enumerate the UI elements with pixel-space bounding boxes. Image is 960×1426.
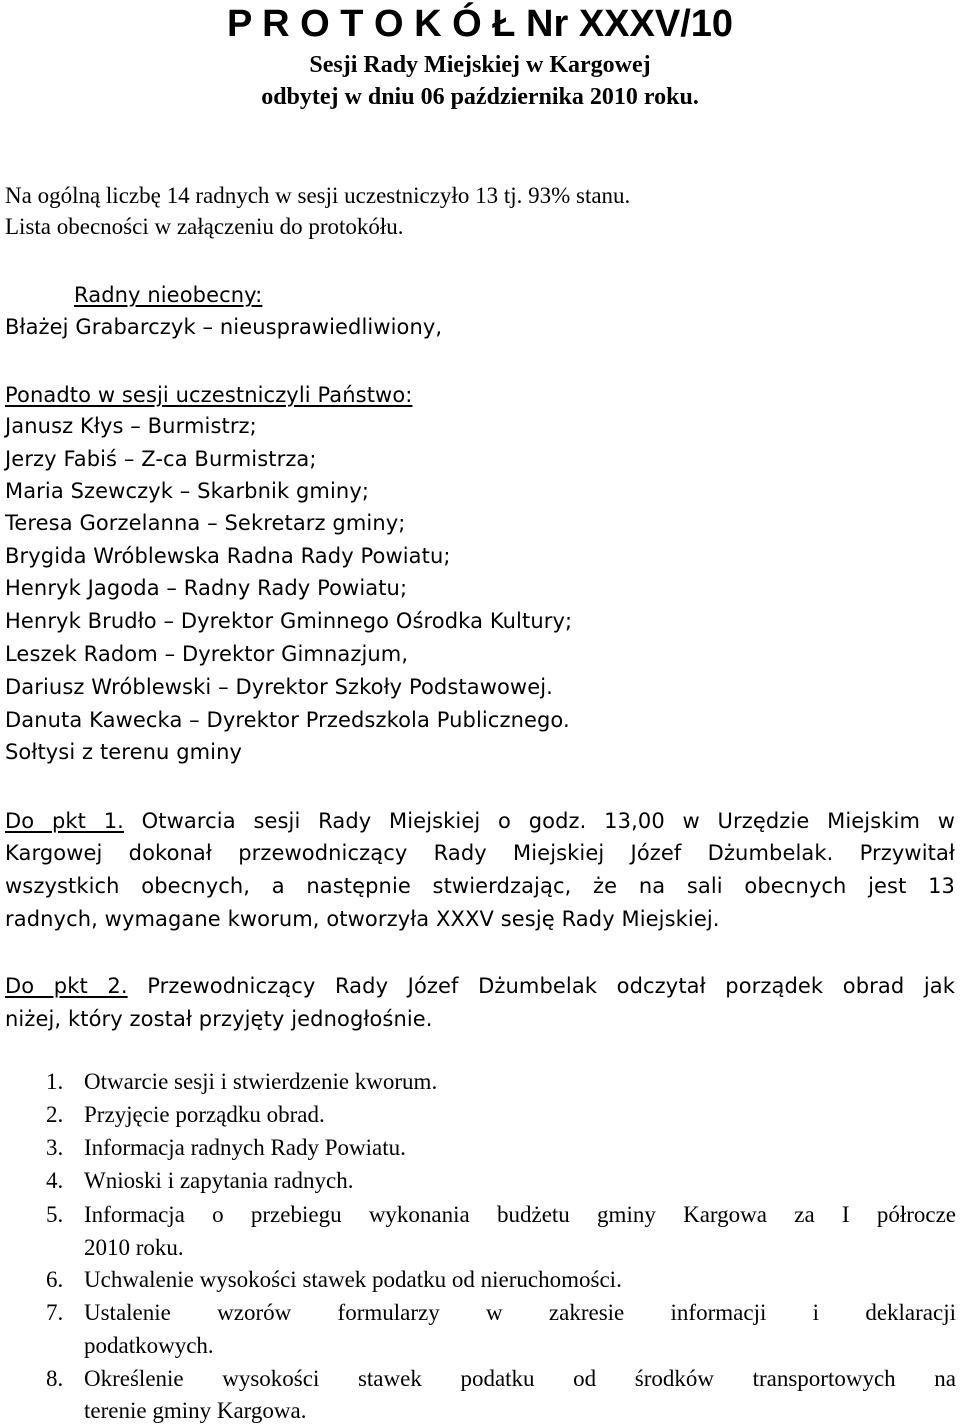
agenda-number: 3. (46, 1135, 64, 1160)
guest-item: Sołtysi z terenu gminy (5, 740, 243, 764)
guest-item: Jerzy Fabiś – Z-ca Burmistrza; (5, 447, 317, 471)
guest-item: Henryk Brudło – Dyrektor Gminnego Ośrodka Kultury; (5, 609, 573, 633)
agenda-item: Informacja o przebiegu wykonania budżetu gminy Kargowa za I półrocze (84, 1202, 956, 1227)
agenda-number: 7. (46, 1300, 64, 1325)
agenda-item: Uchwalenie wysokości stawek podatku od nieruchomości. (84, 1267, 622, 1292)
absent-member: Błażej Grabarczyk – nieusprawiedliwiony, (5, 315, 443, 339)
guest-item: Janusz Kłys – Burmistrz; (5, 414, 257, 438)
guest-item: Dariusz Wróblewski – Dyrektor Szkoły Podstawowej. (5, 675, 553, 699)
agenda-item: Informacja radnych Rady Powiatu. (84, 1135, 406, 1160)
pkt1-paragraph-line: Do pkt 1. Otwarcia sesji Rady Miejskiej o godz. 13,00 w Urzędzie Miejskim w (5, 809, 956, 833)
agenda-number: 6. (46, 1267, 64, 1292)
agenda-item: Otwarcie sesji i stwierdzenie kworum. (84, 1069, 438, 1094)
guest-item: Maria Szewczyk – Skarbnik gminy; (5, 479, 370, 503)
agenda-number: 2. (46, 1102, 64, 1127)
agenda-number: 5. (46, 1202, 64, 1227)
agenda-item: Przyjęcie porządku obrad. (84, 1102, 325, 1127)
pkt1-paragraph-line: radnych, wymagane kworum, otworzyła XXXV sesję Rady Miejskiej. (5, 907, 720, 931)
pkt1-label: Do pkt 1. (5, 809, 124, 833)
session-subtitle: Sesji Rady Miejskiej w Kargowej (309, 52, 651, 78)
agenda-number: 1. (46, 1069, 64, 1094)
agenda-number: 8. (46, 1366, 64, 1391)
pkt2-label: Do pkt 2. (5, 974, 128, 998)
agenda-item: Wnioski i zapytania radnych. (84, 1168, 354, 1193)
guest-item: Teresa Gorzelanna – Sekretarz gminy; (5, 511, 406, 535)
attendance-line: Na ogólną liczbę 14 radnych w sesji uczestniczyło 13 tj. 93% stanu. (5, 183, 631, 208)
guest-item: Leszek Radom – Dyrektor Gimnazjum, (5, 642, 409, 666)
pkt1-paragraph-line: Kargowej dokonał przewodniczący Rady Miejskiej Józef Dżumbelak. Przywitał (5, 841, 955, 865)
agenda-item-continuation: podatkowych. (84, 1333, 214, 1358)
document-title: P R O T O K Ó Ł Nr XXXV/10 (226, 3, 734, 45)
agenda-number: 4. (46, 1168, 64, 1193)
guest-item: Brygida Wróblewska Radna Rady Powiatu; (5, 544, 451, 568)
guest-item: Danuta Kawecka – Dyrektor Przedszkola Publicznego. (5, 708, 570, 732)
guest-item: Henryk Jagoda – Radny Rady Powiatu; (5, 576, 408, 600)
session-date: odbytej w dniu 06 października 2010 roku. (261, 84, 699, 110)
pkt2-paragraph-line: Do pkt 2. Przewodniczący Rady Józef Dżumbelak odczytał porządek obrad jak (5, 974, 955, 998)
guests-heading: Ponadto w sesji uczestniczyli Państwo: (5, 383, 413, 407)
pkt2-paragraph-line: niżej, który został przyjęty jednogłośnie. (5, 1007, 433, 1031)
agenda-item: Określenie wysokości stawek podatku od środków transportowych na (84, 1366, 956, 1391)
attendance-list-note: Lista obecności w załączeniu do protokółu. (5, 214, 404, 239)
pkt1-paragraph-line: wszystkich obecnych, a następnie stwierdzając, że na sali obecnych jest 13 (5, 874, 955, 898)
agenda-item-continuation: terenie gminy Kargowa. (84, 1398, 307, 1423)
agenda-item: Ustalenie wzorów formularzy w zakresie informacji i deklaracji (84, 1300, 956, 1325)
absent-heading: Radny nieobecny: (74, 283, 263, 307)
agenda-item-continuation: 2010 roku. (84, 1235, 184, 1260)
